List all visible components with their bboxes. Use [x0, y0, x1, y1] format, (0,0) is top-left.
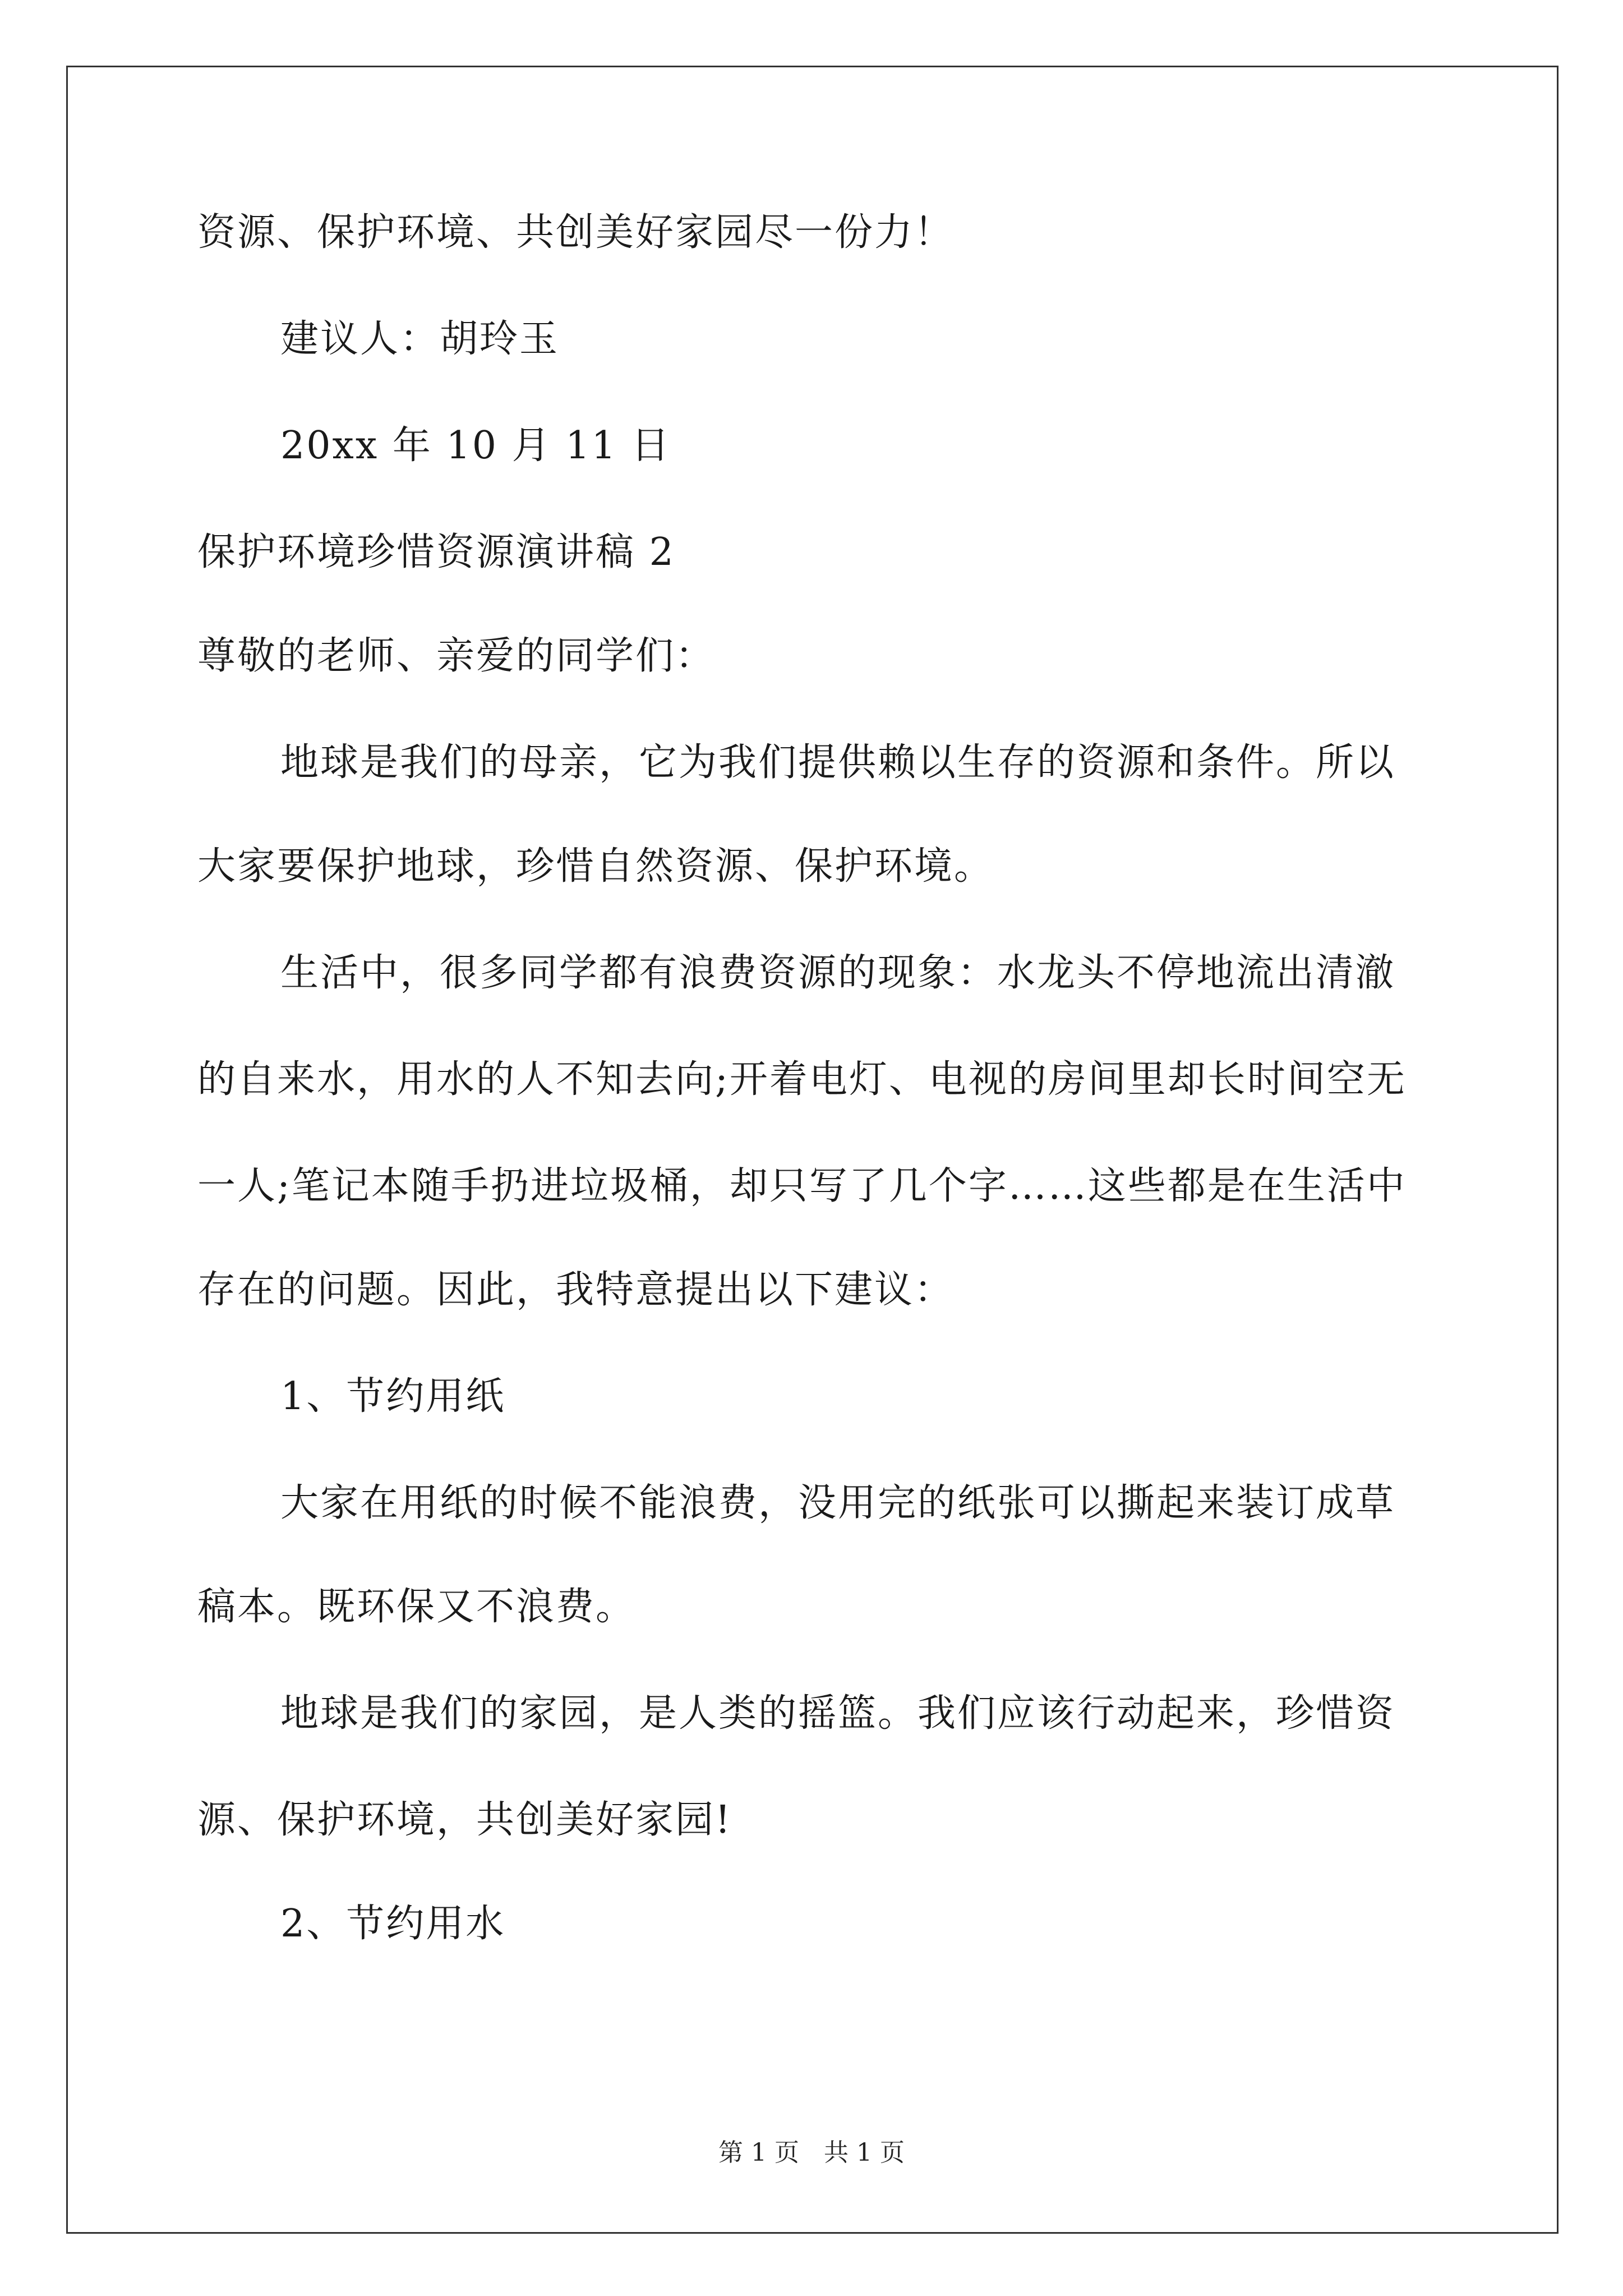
- body-line: 生活中，很多同学都有浪费资源的现象：水龙头不停地流出清澈: [280, 951, 1396, 995]
- body-line: 存在的问题。因此，我特意提出以下建议：: [197, 1268, 955, 1312]
- section-title: 保护环境珍惜资源演讲稿 2: [197, 530, 675, 574]
- date-line: 20xx 年 10 月 11 日: [280, 424, 671, 468]
- body-line: 资源、保护环境、共创美好家园尽一份力！: [197, 210, 955, 255]
- body-line: 地球是我们的家园，是人类的摇篮。我们应该行动起来，珍惜资: [280, 1691, 1396, 1736]
- page-footer: 第 1 页 共 1 页: [718, 2138, 905, 2167]
- signer-line: 建议人：胡玲玉: [280, 317, 560, 361]
- body-line: 大家要保护地球，珍惜自然资源、保护环境。: [197, 844, 994, 889]
- body-line: 稿本。既环保又不浪费。: [197, 1585, 636, 1629]
- body-line: 的自来水，用水的人不知去向;开着电灯、电视的房间里却长时间空无: [197, 1057, 1407, 1102]
- body-line: 地球是我们的母亲，它为我们提供赖以生存的资源和条件。所以: [280, 740, 1396, 785]
- body-line: 源、保护环境，共创美好家园!: [197, 1798, 732, 1842]
- list-heading: 1、节约用纸: [280, 1374, 506, 1419]
- body-line: 一人;笔记本随手扔进垃圾桶，却只写了几个字……这些都是在生活中: [197, 1164, 1407, 1208]
- body-line: 大家在用纸的时候不能浪费，没用完的纸张可以撕起来装订成草: [280, 1481, 1396, 1525]
- salutation: 尊敬的老师、亲爱的同学们：: [197, 634, 716, 678]
- list-heading: 2、节约用水: [280, 1902, 506, 1946]
